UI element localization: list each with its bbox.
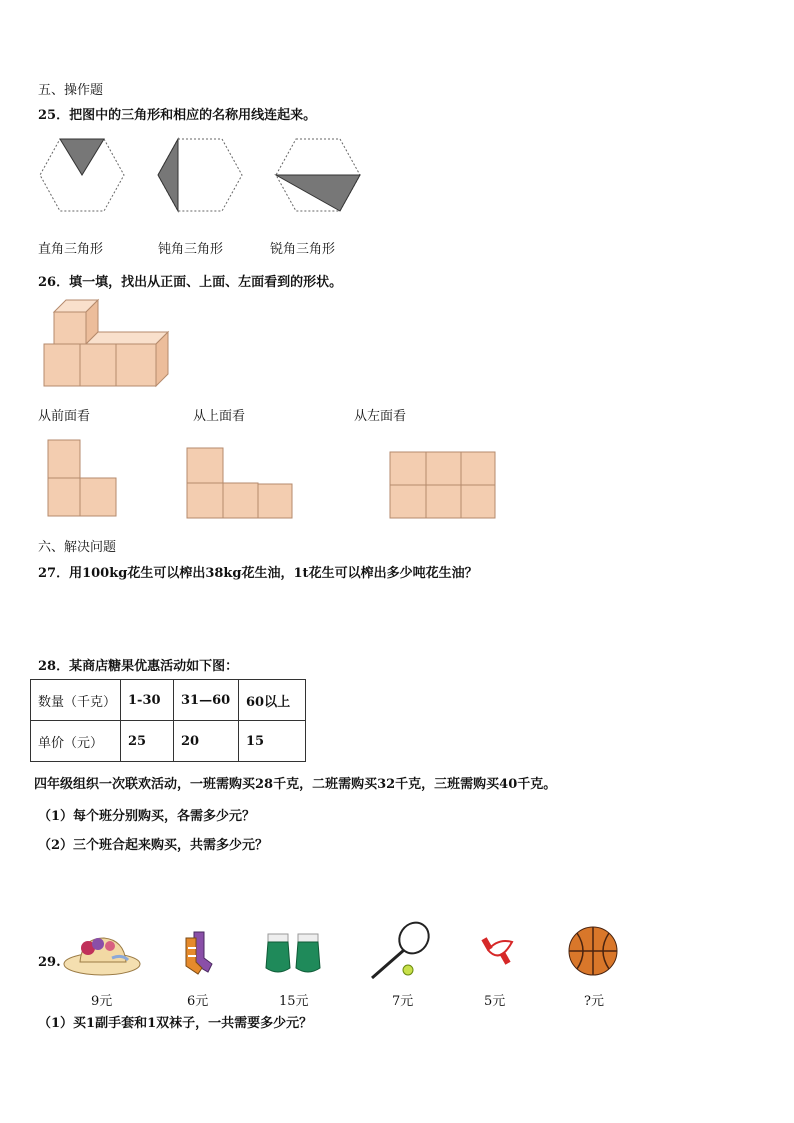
price-gloves: 15元 [279,994,309,1009]
hexagon-obtuse-triangle-figure [156,135,246,215]
table-cell: 单价（元） [31,721,121,762]
price-basketball: ?元 [584,994,604,1009]
table-cell: 1-30 [121,680,174,721]
price-table [30,679,306,762]
price-hat: 9元 [91,994,113,1009]
table-cell: 31—60 [174,680,239,721]
section-heading-5: 五、操作题 [38,83,104,98]
q29-sub1: （1）买1副手套和1双袜子，一共需要多少元？ [38,1016,313,1031]
basketball-icon [567,925,619,977]
hexagon-right-triangle-figure [38,135,128,215]
label-acute-triangle: 锐角三角形 [270,242,336,257]
table-cell: 60以上 [239,680,306,721]
socks-icon [180,930,216,976]
q26-text: 26．填一填，找出从正面、上面、左面看到的形状。 [38,275,343,290]
label-front-view: 从前面看 [38,409,91,424]
table-cell: 20 [174,721,239,762]
table-cell: 数量（千克） [31,680,121,721]
price-jump-rope: 5元 [484,994,506,1009]
label-left-view: 从左面看 [354,409,407,424]
table-row [31,721,306,762]
jump-rope-icon [478,934,518,968]
q25-text: 25．把图中的三角形和相应的名称用线连起来。 [38,108,317,123]
cube-stack-3d-figure [40,298,172,390]
price-socks: 6元 [187,994,209,1009]
top-view-figure [185,446,295,520]
q28-text: 28．某商店糖果优惠活动如下图： [38,659,239,674]
hexagon-acute-triangle-figure [274,135,364,215]
label-obtuse-triangle: 钝角三角形 [158,242,224,257]
q27-text: 27．用100kg花生可以榨出38kg花生油，1t花生可以榨出多少吨花生油？ [38,566,478,581]
q28-sub2: （2）三个班合起来购买，共需多少元？ [38,838,269,853]
tennis-racket-icon [368,920,434,982]
table-row [31,680,306,721]
hat-icon [62,928,144,978]
label-right-triangle: 直角三角形 [38,242,104,257]
gloves-icon [264,932,324,976]
price-racket: 7元 [392,994,414,1009]
label-top-view: 从上面看 [193,409,246,424]
section-heading-6: 六、解决问题 [38,540,117,555]
table-cell: 15 [239,721,306,762]
q28-sub1: （1）每个班分别购买，各需多少元？ [38,809,256,824]
front-view-figure [46,438,120,518]
q28-body: 四年级组织一次联欢活动，一班需购买28千克，二班需购买32千克，三班需购买40千克。 [34,777,557,792]
table-cell: 25 [121,721,174,762]
q29-number: 29. [38,955,61,970]
left-view-figure [388,450,498,520]
